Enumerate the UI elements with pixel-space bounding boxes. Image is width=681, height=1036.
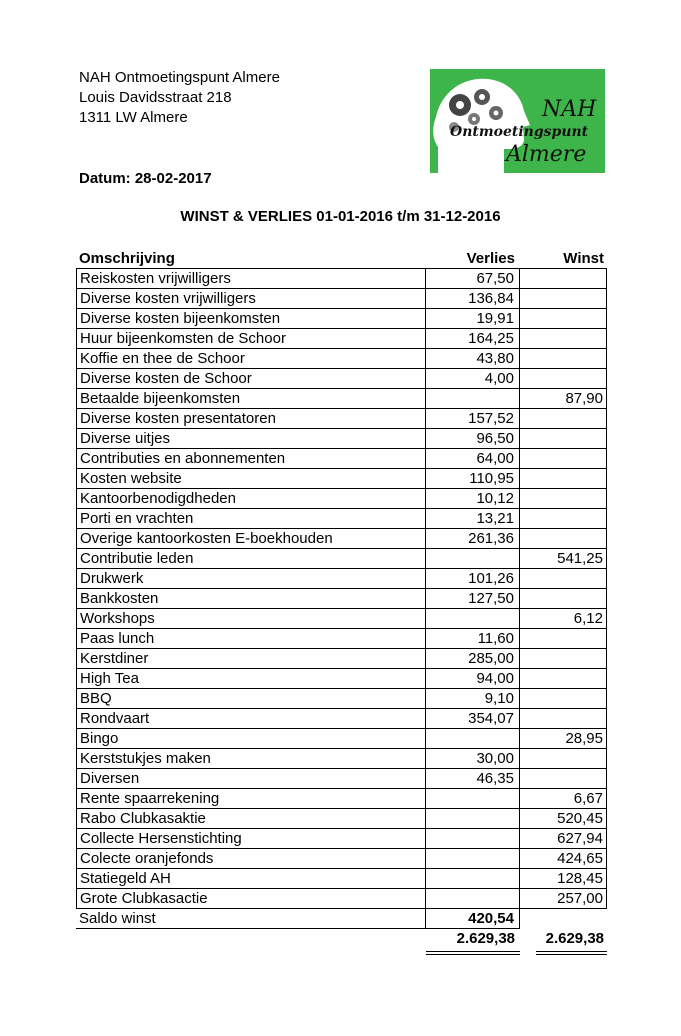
table-row bbox=[76, 589, 607, 609]
row-omschrijving: Contributies en abonnementen bbox=[76, 449, 426, 469]
row-verlies: 13,21 bbox=[426, 509, 520, 529]
row-winst: 6,12 bbox=[520, 609, 607, 629]
header-verlies: Verlies bbox=[466, 250, 515, 267]
table-row bbox=[76, 409, 607, 429]
row-omschrijving: BBQ bbox=[76, 689, 426, 709]
row-verlies: 30,00 bbox=[426, 749, 520, 769]
table-row bbox=[76, 269, 607, 289]
report-title: WINST & VERLIES 01-01-2016 t/m 31-12-2016 bbox=[180, 208, 501, 225]
table-row bbox=[76, 609, 607, 629]
row-omschrijving: Kerststukjes maken bbox=[76, 749, 426, 769]
table-row bbox=[76, 689, 607, 709]
row-verlies: 127,50 bbox=[426, 589, 520, 609]
row-omschrijving: Workshops bbox=[76, 609, 426, 629]
table-row bbox=[76, 849, 607, 869]
table-row bbox=[76, 809, 607, 829]
row-winst: 520,45 bbox=[520, 809, 607, 829]
row-winst bbox=[520, 329, 607, 349]
row-winst: 424,65 bbox=[520, 849, 607, 869]
row-omschrijving: Betaalde bijeenkomsten bbox=[76, 389, 426, 409]
table-row bbox=[76, 569, 607, 589]
table-row bbox=[76, 869, 607, 889]
row-omschrijving: Kantoorbenodigdheden bbox=[76, 489, 426, 509]
row-verlies: 94,00 bbox=[426, 669, 520, 689]
row-winst bbox=[520, 429, 607, 449]
row-winst: 6,67 bbox=[520, 789, 607, 809]
row-winst bbox=[520, 669, 607, 689]
row-verlies: 11,60 bbox=[426, 629, 520, 649]
header-omschrijving: Omschrijving bbox=[79, 250, 175, 267]
row-omschrijving: Statiegeld AH bbox=[76, 869, 426, 889]
table-row bbox=[76, 829, 607, 849]
row-winst: 541,25 bbox=[520, 549, 607, 569]
row-omschrijving: Diverse kosten vrijwilligers bbox=[76, 289, 426, 309]
row-winst bbox=[520, 349, 607, 369]
header-winst: Winst bbox=[563, 250, 604, 267]
row-verlies: 101,26 bbox=[426, 569, 520, 589]
row-verlies bbox=[426, 849, 520, 869]
table-row bbox=[76, 389, 607, 409]
nah-logo bbox=[430, 69, 605, 173]
row-verlies bbox=[426, 789, 520, 809]
row-winst bbox=[520, 529, 607, 549]
row-winst bbox=[520, 569, 607, 589]
profit-loss-table bbox=[76, 249, 607, 955]
organization-name: NAH Ontmoetingspunt Almere bbox=[79, 69, 280, 86]
row-omschrijving: Bingo bbox=[76, 729, 426, 749]
row-winst bbox=[520, 309, 607, 329]
table-row bbox=[76, 749, 607, 769]
row-verlies: 67,50 bbox=[426, 269, 520, 289]
table-row bbox=[76, 729, 607, 749]
row-omschrijving: Collecte Hersenstichting bbox=[76, 829, 426, 849]
row-verlies: 96,50 bbox=[426, 429, 520, 449]
total-winst: 2.629,38 bbox=[545, 930, 604, 947]
row-omschrijving: Overige kantoorkosten E-boekhouden bbox=[76, 529, 426, 549]
row-verlies: 164,25 bbox=[426, 329, 520, 349]
row-winst: 28,95 bbox=[520, 729, 607, 749]
row-verlies bbox=[426, 809, 520, 829]
row-winst bbox=[520, 709, 607, 729]
table-row bbox=[76, 789, 607, 809]
row-winst bbox=[520, 369, 607, 389]
row-verlies: 157,52 bbox=[426, 409, 520, 429]
table-row bbox=[76, 369, 607, 389]
table-row bbox=[76, 489, 607, 509]
table-row bbox=[76, 309, 607, 329]
table-header-row bbox=[76, 249, 607, 269]
row-omschrijving: Kosten website bbox=[76, 469, 426, 489]
logo-nah-text: NAH bbox=[542, 97, 597, 122]
saldo-winst bbox=[520, 909, 607, 929]
table-row bbox=[76, 669, 607, 689]
row-omschrijving: Rente spaarrekening bbox=[76, 789, 426, 809]
row-omschrijving: Diversen bbox=[76, 769, 426, 789]
row-omschrijving: Diverse kosten bijeenkomsten bbox=[76, 309, 426, 329]
row-winst: 87,90 bbox=[520, 389, 607, 409]
table-row bbox=[76, 469, 607, 489]
row-verlies bbox=[426, 729, 520, 749]
table-row bbox=[76, 329, 607, 349]
row-winst bbox=[520, 289, 607, 309]
row-verlies bbox=[426, 609, 520, 629]
street-address: Louis Davidsstraat 218 bbox=[79, 89, 232, 106]
row-winst bbox=[520, 649, 607, 669]
row-omschrijving: Grote Clubkasactie bbox=[76, 889, 426, 909]
postal-city: 1311 LW Almere bbox=[79, 109, 188, 126]
double-underline-verlies bbox=[426, 951, 520, 955]
row-omschrijving: Diverse kosten presentatoren bbox=[76, 409, 426, 429]
row-verlies: 43,80 bbox=[426, 349, 520, 369]
table-row bbox=[76, 549, 607, 569]
double-underline-winst bbox=[536, 951, 607, 955]
table-row bbox=[76, 429, 607, 449]
table-row bbox=[76, 349, 607, 369]
row-winst bbox=[520, 269, 607, 289]
saldo-row bbox=[76, 909, 607, 929]
saldo-verlies: 420,54 bbox=[426, 909, 520, 929]
logo-ontmoetingspunt-text: Ontmoetingspunt bbox=[450, 124, 589, 140]
table-row bbox=[76, 709, 607, 729]
row-winst bbox=[520, 449, 607, 469]
table-row bbox=[76, 629, 607, 649]
organization-address bbox=[79, 68, 280, 128]
logo-almere-text: Almere bbox=[506, 142, 587, 167]
row-winst: 257,00 bbox=[520, 889, 607, 909]
row-omschrijving: Rabo Clubkasaktie bbox=[76, 809, 426, 829]
row-verlies: 9,10 bbox=[426, 689, 520, 709]
row-verlies: 110,95 bbox=[426, 469, 520, 489]
row-winst: 128,45 bbox=[520, 869, 607, 889]
table-row bbox=[76, 449, 607, 469]
table-row bbox=[76, 529, 607, 549]
table-row bbox=[76, 769, 607, 789]
document-date: Datum: 28-02-2017 bbox=[79, 170, 212, 187]
row-winst bbox=[520, 769, 607, 789]
row-winst bbox=[520, 509, 607, 529]
row-omschrijving: Diverse kosten de Schoor bbox=[76, 369, 426, 389]
row-winst bbox=[520, 409, 607, 429]
row-omschrijving: Huur bijeenkomsten de Schoor bbox=[76, 329, 426, 349]
row-verlies: 136,84 bbox=[426, 289, 520, 309]
row-omschrijving: High Tea bbox=[76, 669, 426, 689]
row-omschrijving: Colecte oranjefonds bbox=[76, 849, 426, 869]
row-winst: 627,94 bbox=[520, 829, 607, 849]
row-omschrijving: Kerstdiner bbox=[76, 649, 426, 669]
row-verlies: 10,12 bbox=[426, 489, 520, 509]
row-omschrijving: Bankkosten bbox=[76, 589, 426, 609]
row-verlies: 64,00 bbox=[426, 449, 520, 469]
row-verlies bbox=[426, 869, 520, 889]
saldo-label: Saldo winst bbox=[76, 909, 426, 929]
row-verlies: 354,07 bbox=[426, 709, 520, 729]
row-verlies: 46,35 bbox=[426, 769, 520, 789]
table-row bbox=[76, 509, 607, 529]
row-omschrijving: Rondvaart bbox=[76, 709, 426, 729]
row-omschrijving: Porti en vrachten bbox=[76, 509, 426, 529]
row-verlies bbox=[426, 829, 520, 849]
row-omschrijving: Contributie leden bbox=[76, 549, 426, 569]
row-winst bbox=[520, 629, 607, 649]
table-row bbox=[76, 649, 607, 669]
total-verlies: 2.629,38 bbox=[456, 930, 515, 947]
row-omschrijving: Diverse uitjes bbox=[76, 429, 426, 449]
row-omschrijving: Koffie en thee de Schoor bbox=[76, 349, 426, 369]
row-verlies bbox=[426, 389, 520, 409]
row-verlies: 261,36 bbox=[426, 529, 520, 549]
row-verlies: 285,00 bbox=[426, 649, 520, 669]
row-winst bbox=[520, 749, 607, 769]
row-omschrijving: Drukwerk bbox=[76, 569, 426, 589]
row-verlies: 4,00 bbox=[426, 369, 520, 389]
row-winst bbox=[520, 689, 607, 709]
row-omschrijving: Reiskosten vrijwilligers bbox=[76, 269, 426, 289]
row-winst bbox=[520, 469, 607, 489]
row-omschrijving: Paas lunch bbox=[76, 629, 426, 649]
table-row bbox=[76, 289, 607, 309]
row-verlies bbox=[426, 549, 520, 569]
row-winst bbox=[520, 589, 607, 609]
row-verlies: 19,91 bbox=[426, 309, 520, 329]
table-row bbox=[76, 889, 607, 909]
row-verlies bbox=[426, 889, 520, 909]
totals-row bbox=[76, 929, 607, 955]
row-winst bbox=[520, 489, 607, 509]
